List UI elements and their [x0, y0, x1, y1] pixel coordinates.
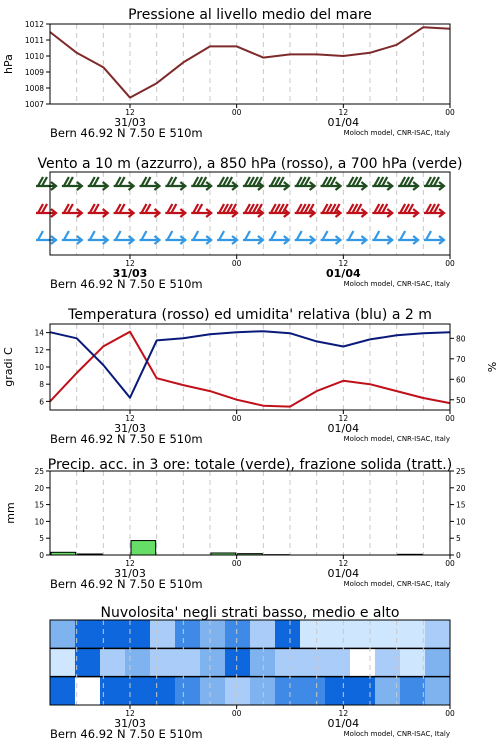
y-tick-label-right: 25 [456, 467, 466, 476]
wind-barb [269, 204, 289, 217]
cloud-cell [175, 648, 201, 676]
wind-barb-feather [141, 231, 146, 240]
cloud-cell [350, 677, 376, 705]
y-tick-label: 1007 [24, 100, 44, 109]
cloud-cell [400, 677, 426, 705]
cloud-cell [425, 620, 451, 648]
y-tick-label: 8 [39, 380, 44, 390]
cloud-cell [100, 648, 126, 676]
y-tick-label: 1011 [24, 36, 44, 45]
wind-barb [165, 231, 185, 244]
plot-frame [50, 471, 450, 555]
cloud-cell [50, 620, 76, 648]
cloud-cell [125, 648, 151, 676]
cloud-cell [300, 677, 326, 705]
cloud-cell [325, 648, 351, 676]
y-tick-label: 14 [34, 328, 44, 338]
credit-label: Moloch model, CNR-ISAC, Italy [343, 129, 450, 137]
y-tick-label: 1008 [24, 84, 44, 93]
cloud-cell [75, 648, 101, 676]
cloud-cell [375, 648, 401, 676]
x-tick-label: 00 [231, 414, 242, 423]
cloud-cell [175, 620, 201, 648]
cloud-cell [100, 677, 126, 705]
x-tick-label: 00 [231, 559, 242, 568]
wind-barb [346, 177, 366, 190]
x-tick-label: 00 [231, 709, 242, 718]
wind-barb [398, 204, 418, 217]
wind-barb [217, 177, 237, 190]
y-tick-label: 10 [34, 517, 44, 527]
chart-title: Temperatura (rosso) ed umidita' relativa (blu) a 2 m [68, 307, 432, 323]
cloud-cell [275, 648, 301, 676]
wind-barb [191, 204, 211, 217]
x-tick-label: 12 [125, 259, 135, 268]
x-tick-label: 00 [445, 108, 455, 117]
wind-barb [346, 231, 366, 244]
wind-barb [372, 231, 392, 244]
wind-barb [269, 177, 289, 190]
wind-barb [424, 177, 444, 190]
chart-panel-1 [2, 7, 455, 140]
location-label: Bern 46.92 N 7.50 E 510m [50, 277, 203, 291]
wind-barb-feather [323, 231, 328, 240]
y-tick-label: 25 [34, 467, 44, 476]
location-label: Bern 46.92 N 7.50 E 510m [50, 577, 203, 591]
wind-barb [36, 177, 56, 190]
chart-title: Pressione al livello medio del mare [128, 7, 372, 23]
y-tick-label-right: 50 [456, 395, 466, 405]
wind-barb [243, 204, 263, 217]
wind-barb [165, 204, 185, 217]
cloud-cell [150, 677, 176, 705]
cloud-cell [375, 677, 401, 705]
wind-barb [191, 177, 211, 190]
cloud-cell [325, 620, 351, 648]
wind-barb-feather [400, 231, 405, 240]
date-label: 31/03 [114, 116, 146, 129]
chart-panel-3 [2, 307, 498, 446]
wind-barb [321, 204, 341, 217]
y-tick-label: 0 [39, 551, 44, 560]
wind-barb [269, 231, 289, 244]
cloud-cell [150, 620, 176, 648]
wind-barb [217, 204, 237, 217]
wind-barb [36, 231, 56, 244]
x-tick-label: 00 [231, 259, 242, 268]
y-axis-label: gradi C [2, 347, 15, 387]
cloud-cell [225, 620, 251, 648]
credit-label: Moloch model, CNR-ISAC, Italy [343, 280, 450, 288]
cloud-cell [275, 620, 301, 648]
chart-panel-5 [50, 605, 455, 741]
wind-barb [191, 231, 211, 244]
cloud-cell [400, 648, 426, 676]
wind-barb [36, 204, 56, 217]
wind-barb [114, 204, 134, 217]
credit-label: Moloch model, CNR-ISAC, Italy [343, 580, 450, 588]
y-tick-label: 1012 [24, 20, 44, 29]
chart-panel-2 [36, 156, 463, 291]
y-tick-label: 5 [39, 534, 44, 544]
y-tick-label-right: 70 [456, 354, 466, 364]
y-tick-label-right: 5 [456, 534, 461, 544]
location-label: Bern 46.92 N 7.50 E 510m [50, 432, 203, 446]
x-tick-label: 12 [125, 559, 135, 568]
x-tick-label: 00 [231, 108, 242, 117]
wind-barb [139, 231, 159, 244]
wind-barb [398, 231, 418, 244]
cloud-cell [225, 648, 251, 676]
location-label: Bern 46.92 N 7.50 E 510m [50, 126, 203, 140]
x-tick-label: 00 [445, 709, 455, 718]
wind-barb [217, 231, 237, 244]
wind-barb [114, 231, 134, 244]
wind-barb [243, 231, 263, 244]
date-label: 31/03 [112, 267, 148, 280]
wind-barb [114, 177, 134, 190]
wind-barb-feather [116, 231, 121, 240]
y-tick-label-right: 0 [456, 551, 461, 560]
cloud-cell [250, 620, 276, 648]
wind-barb [165, 177, 185, 190]
wind-barb [88, 231, 108, 244]
cloud-cell [125, 620, 151, 648]
series-line-1 [50, 331, 450, 398]
cloud-cell [150, 648, 176, 676]
wind-barb [139, 177, 159, 190]
y-axis-label-right: % [485, 361, 498, 373]
chart-title: Nuvolosita' negli strati basso, medio e alto [100, 605, 400, 621]
wind-barb-feather [38, 231, 43, 240]
location-label: Bern 46.92 N 7.50 E 510m [50, 727, 203, 741]
date-label: 31/03 [114, 717, 146, 730]
y-tick-label: 20 [34, 483, 44, 493]
y-tick-label: 12 [34, 345, 44, 355]
wind-barb-feather [245, 231, 250, 240]
wind-barb [372, 177, 392, 190]
cloud-cell [425, 677, 451, 705]
wind-barb-feather [167, 231, 172, 240]
wind-barb-feather [271, 231, 276, 240]
date-label: 01/04 [327, 422, 360, 435]
wind-barb [321, 231, 341, 244]
date-label: 01/04 [327, 116, 360, 129]
wind-barb [372, 204, 392, 217]
cloud-cell [350, 620, 376, 648]
wind-barb [346, 204, 366, 217]
wind-barb [243, 177, 263, 190]
date-label: 01/04 [327, 717, 360, 730]
x-tick-label: 12 [338, 108, 349, 117]
credit-label: Moloch model, CNR-ISAC, Italy [343, 730, 450, 738]
wind-barb-feather [426, 231, 431, 240]
wind-barb [398, 177, 418, 190]
y-tick-label-right: 60 [456, 375, 466, 385]
cloud-cell [300, 620, 326, 648]
date-label: 31/03 [114, 422, 146, 435]
wind-barb [295, 204, 315, 217]
cloud-cell [50, 648, 76, 676]
x-tick-label: 12 [338, 414, 349, 423]
x-tick-label: 12 [125, 108, 135, 117]
cloud-cell [50, 677, 76, 705]
y-tick-label: 6 [39, 397, 44, 407]
y-tick-label-right: 20 [456, 483, 466, 493]
y-tick-label: 1010 [24, 52, 44, 61]
cloud-cell [425, 648, 451, 676]
wind-barb [295, 177, 315, 190]
cloud-cell [400, 620, 426, 648]
cloud-cell [75, 677, 101, 705]
y-tick-label: 10 [34, 363, 44, 372]
wind-barb [321, 177, 341, 190]
series-line-0 [50, 27, 450, 97]
y-axis-label: hPa [2, 54, 15, 74]
credit-label: Moloch model, CNR-ISAC, Italy [343, 435, 450, 443]
cloud-cell [200, 648, 226, 676]
cloud-cell [75, 620, 101, 648]
wind-barb [424, 204, 444, 217]
plot-frame [50, 24, 450, 104]
x-tick-label: 12 [125, 414, 135, 423]
chart-title: Vento a 10 m (azzurro), a 850 hPa (rosso), a 700 hPa (verde) [37, 156, 463, 172]
wind-barb [424, 231, 444, 244]
cloud-cell [325, 677, 351, 705]
wind-barb [62, 177, 82, 190]
wind-barb-feather [193, 231, 198, 240]
wind-barb-feather [90, 231, 95, 240]
x-tick-label: 00 [445, 414, 455, 423]
x-tick-label: 00 [445, 259, 455, 268]
cloud-cell [200, 620, 226, 648]
wind-barb [295, 231, 315, 244]
chart-panel-4 [4, 457, 466, 591]
y-tick-label: 15 [34, 500, 44, 510]
wind-barb [62, 231, 82, 244]
x-tick-label: 12 [125, 709, 135, 718]
y-tick-label: 1009 [24, 68, 44, 77]
cloud-cell [175, 677, 201, 705]
x-tick-label: 12 [338, 709, 349, 718]
precip-bar [131, 541, 156, 555]
wind-barb-feather [374, 231, 379, 240]
wind-barb-feather [348, 231, 353, 240]
x-tick-label: 00 [445, 559, 455, 568]
cloud-cell [250, 648, 276, 676]
wind-barb-feather [219, 231, 224, 240]
y-tick-label-right: 15 [456, 500, 466, 510]
series-line-0 [50, 332, 450, 407]
cloud-cell [200, 677, 226, 705]
cloud-cell [125, 677, 151, 705]
wind-barb-feather [297, 231, 302, 240]
cloud-cell [225, 677, 251, 705]
wind-barb [139, 204, 159, 217]
chart-title: Precip. acc. in 3 ore: totale (verde), frazione solida (tratt.) [47, 457, 453, 473]
x-tick-label: 12 [338, 559, 349, 568]
wind-barb-feather [64, 231, 69, 240]
date-label: 01/04 [327, 567, 360, 580]
date-label: 31/03 [114, 567, 146, 580]
y-tick-label-right: 80 [456, 334, 466, 344]
wind-barb [88, 177, 108, 190]
cloud-cell [300, 648, 326, 676]
cloud-cell [275, 677, 301, 705]
x-tick-label: 12 [338, 259, 349, 268]
y-axis-label: mm [4, 502, 17, 524]
cloud-cell [350, 648, 376, 676]
wind-barb [88, 204, 108, 217]
wind-barb [62, 204, 82, 217]
y-tick-label-right: 10 [456, 517, 466, 527]
cloud-cell [250, 677, 276, 705]
date-label: 01/04 [326, 267, 361, 280]
